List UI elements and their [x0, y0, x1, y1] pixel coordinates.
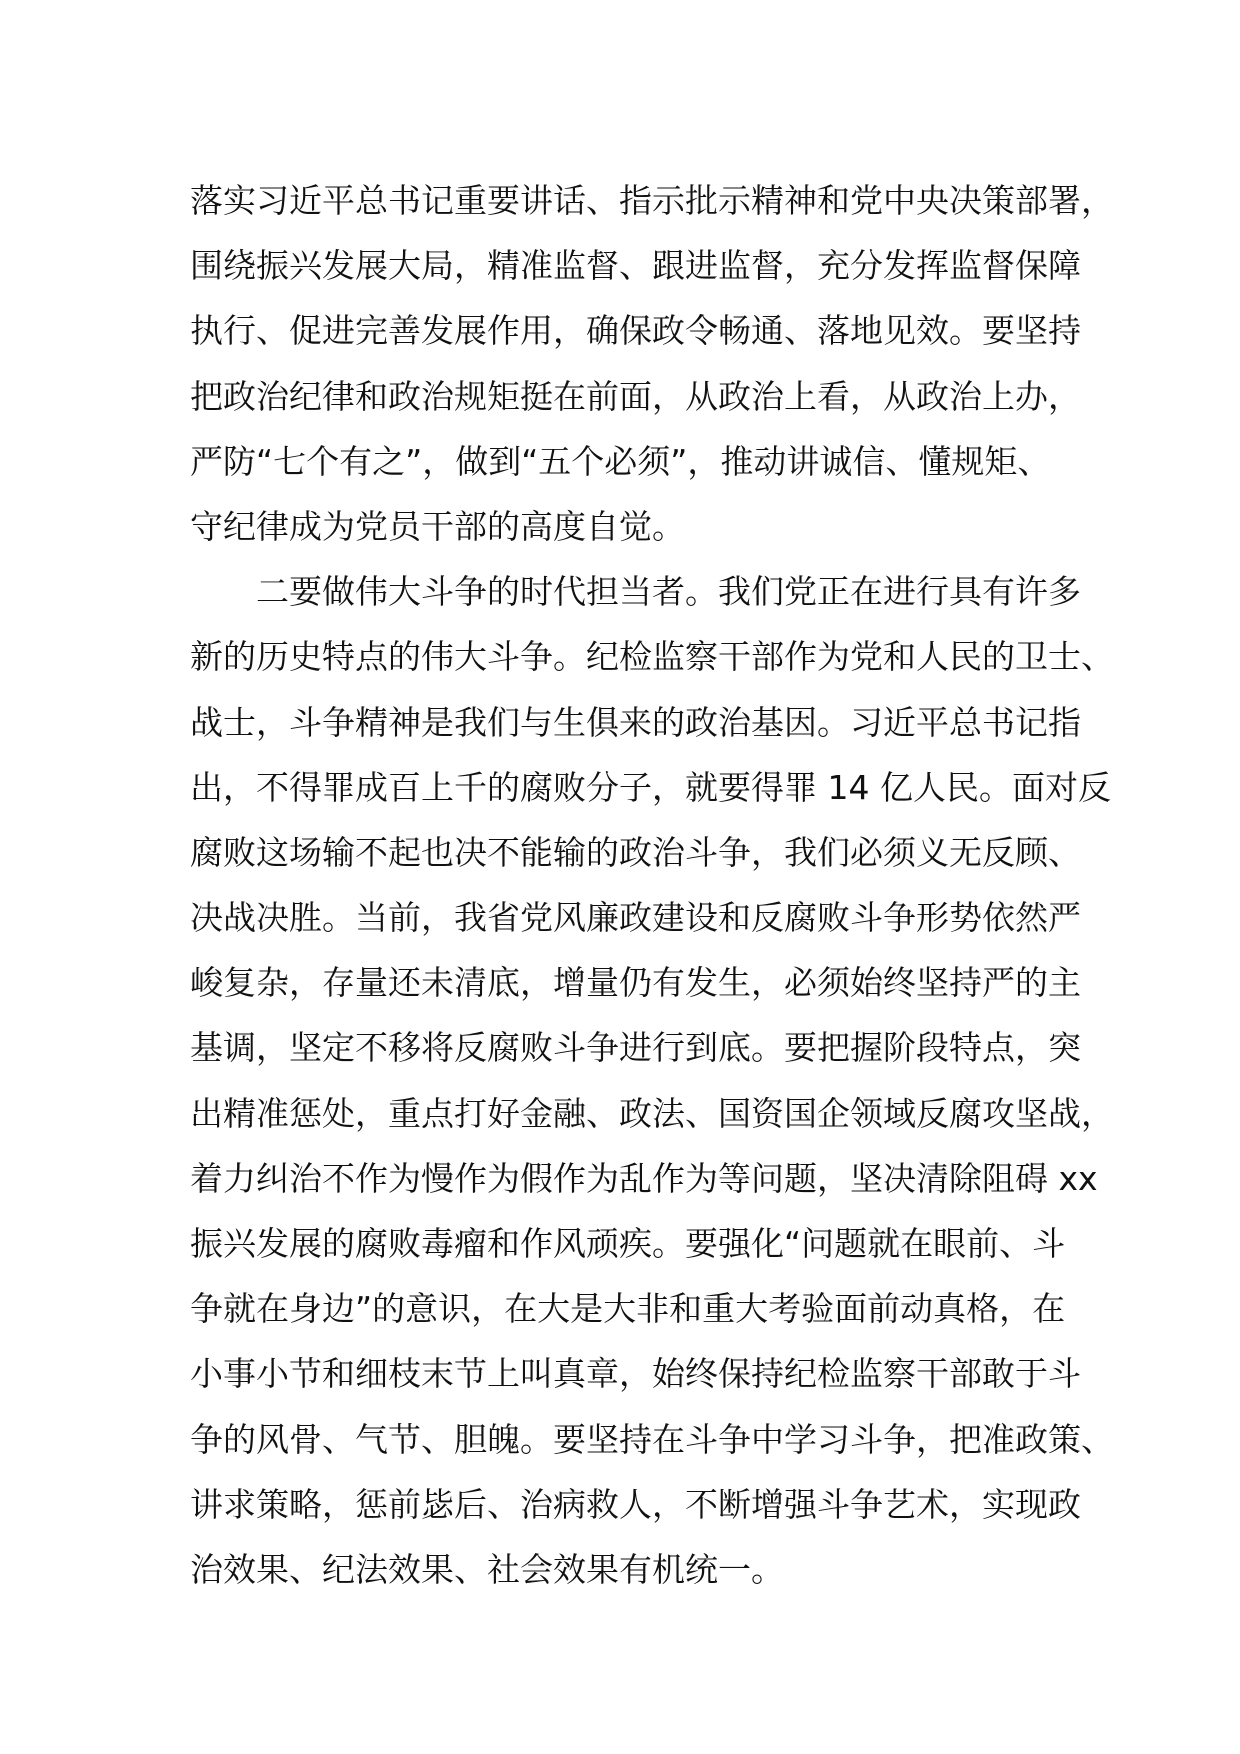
- text-line: 把政治纪律和政治规矩挺在前面，从政治上看，从政治上办，: [190, 376, 1081, 416]
- text-line: 治效果、纪法效果、社会效果有机统一。: [190, 1549, 784, 1589]
- text-line: 着力纠治不作为慢作为假作为乱作为等问题，坚决清除阻碍 xx: [190, 1158, 1098, 1198]
- text-line: 出精准惩处，重点打好金融、政法、国资国企领域反腐攻坚战，: [190, 1093, 1114, 1133]
- text-line: 执行、促进完善发展作用，确保政令畅通、落地见效。要坚持: [190, 311, 1081, 351]
- text-line: 围绕振兴发展大局，精准监督、跟进监督，充分发挥监督保障: [190, 246, 1081, 286]
- text-line: 决战决胜。当前，我省党风廉政建设和反腐败斗争形势依然严: [190, 898, 1081, 938]
- text-line: 讲求策略，惩前毖后、治病救人，不断增强斗争艺术，实现政: [190, 1484, 1081, 1524]
- body-text: [190, 168, 1114, 1602]
- text-line: 争就在身边”的意识，在大是大非和重大考验面前动真格，在: [190, 1289, 1066, 1329]
- text-line: 战士，斗争精神是我们与生俱来的政治基因。习近平总书记指: [190, 702, 1081, 742]
- text-line: 出，不得罪成百上千的腐败分子，就要得罪 14 亿人民。面对反: [190, 767, 1111, 807]
- text-line: 落实习近平总书记重要讲话、指示批示精神和党中央决策部署，: [190, 181, 1114, 220]
- text-line: 腐败这场输不起也决不能输的政治斗争，我们必须义无反顾、: [190, 832, 1081, 872]
- text-line: 振兴发展的腐败毒瘤和作风顽疾。要强化“问题就在眼前、斗: [190, 1224, 1066, 1263]
- text-line: 基调，坚定不移将反腐败斗争进行到底。要把握阶段特点，突: [190, 1028, 1081, 1068]
- text-line: 守纪律成为党员干部的高度自觉。: [190, 506, 685, 546]
- text-line: 峻复杂，存量还未清底，增量仍有发生，必须始终坚持严的主: [190, 963, 1081, 1003]
- paragraph-start-line: 二要做伟大斗争的时代担当者。我们党正在进行具有许多: [190, 572, 1081, 612]
- text-line: 严防“七个有之”，做到“五个必须”，推动讲诚信、懂规矩、: [190, 441, 1051, 481]
- text-line: 小事小节和细枝末节上叫真章，始终保持纪检监察干部敢于斗: [190, 1354, 1081, 1394]
- text-line: 新的历史特点的伟大斗争。纪检监察干部作为党和人民的卫士、: [190, 637, 1114, 677]
- text-line: 争的风骨、气节、胆魄。要坚持在斗争中学习斗争，把准政策、: [190, 1419, 1114, 1459]
